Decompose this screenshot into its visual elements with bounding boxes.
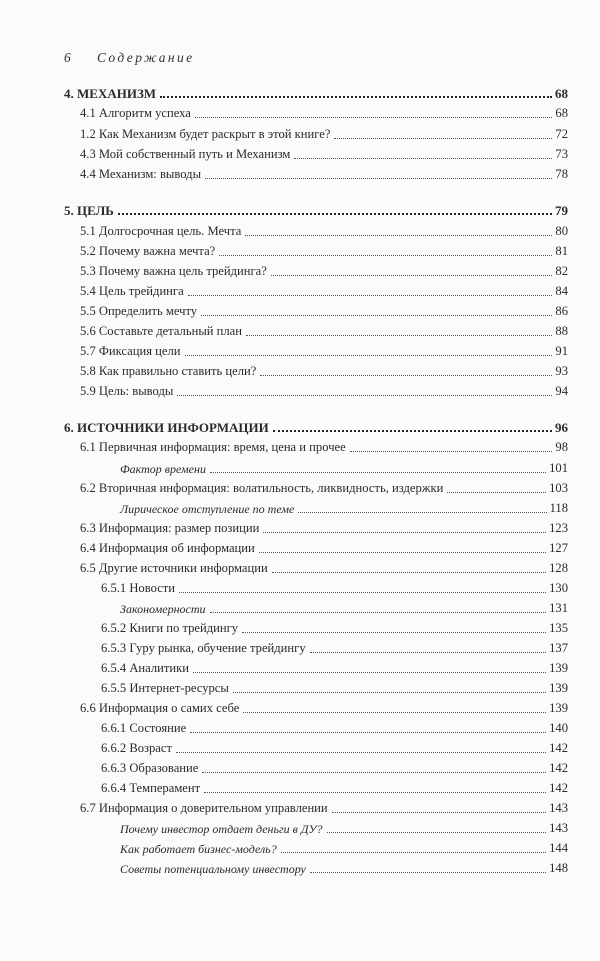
dot-leader xyxy=(210,472,546,473)
toc-entry-page: 144 xyxy=(549,841,568,856)
dot-leader xyxy=(205,178,552,179)
toc-entry-page: 103 xyxy=(549,481,568,496)
toc-chapter-entry[interactable] xyxy=(0,415,568,435)
toc-entry-label: Как работает бизнес-модель? xyxy=(120,841,277,856)
toc-entry-page: 86 xyxy=(555,304,568,319)
toc-entry[interactable] xyxy=(0,259,568,279)
toc-entry-label: 4. МЕХАНИЗМ xyxy=(64,85,157,101)
toc-entry-page: 73 xyxy=(555,147,568,162)
dot-leader xyxy=(201,315,552,316)
toc-entry-page: 79 xyxy=(555,202,568,218)
toc-entry[interactable] xyxy=(0,379,568,399)
toc-entry[interactable] xyxy=(0,339,568,359)
toc-entry-page: 81 xyxy=(555,244,568,259)
dot-leader xyxy=(242,632,546,633)
toc-entry-page: 131 xyxy=(549,601,568,616)
toc-entry-page: 88 xyxy=(555,324,568,339)
toc-entry-page: 148 xyxy=(549,861,568,876)
dot-leader xyxy=(327,832,547,833)
dot-leader xyxy=(260,375,552,376)
toc-entry-page: 135 xyxy=(549,621,568,636)
toc-entry-label: 6.4 Информация об информации xyxy=(80,541,255,556)
toc-entry[interactable] xyxy=(0,299,568,319)
toc-entry[interactable] xyxy=(0,162,568,182)
toc-entry-page: 93 xyxy=(555,364,568,379)
toc-entry-label: 6.5 Другие источники информации xyxy=(80,561,268,576)
toc-entry-page: 94 xyxy=(555,384,568,399)
toc-entry[interactable] xyxy=(0,556,568,576)
dot-leader xyxy=(219,255,552,256)
dot-leader xyxy=(185,355,553,356)
toc-entry[interactable] xyxy=(0,101,568,121)
dot-leader xyxy=(204,792,546,793)
toc-entry-page: 142 xyxy=(549,761,568,776)
toc-entry[interactable] xyxy=(0,536,568,556)
toc-entry[interactable] xyxy=(0,696,568,716)
dot-leader xyxy=(233,692,546,693)
toc-entry-page: 139 xyxy=(549,701,568,716)
toc-entry-label: 6.6 Информация о самих себе xyxy=(80,701,240,716)
toc-entry-page: 137 xyxy=(549,641,568,656)
toc-entry-label: 6.7 Информация о доверительном управлении xyxy=(80,801,328,816)
toc-entry-page: 139 xyxy=(549,661,568,676)
toc-entry-page: 84 xyxy=(555,284,568,299)
toc-entry[interactable] xyxy=(0,142,568,162)
toc-entry[interactable] xyxy=(0,319,568,339)
toc-entry-label: Лирическое отступление по теме xyxy=(120,501,295,516)
page-header xyxy=(64,50,195,66)
toc-entry-label: 1.2 Как Механизм будет раскрыт в этой книге? xyxy=(80,127,331,142)
toc-entry[interactable] xyxy=(0,796,568,816)
toc-entry[interactable] xyxy=(0,676,568,696)
toc-entry-label: 6.5.2 Книги по трейдингу xyxy=(101,621,239,636)
toc-entry-page: 140 xyxy=(549,721,568,736)
toc-entry-label: 5.1 Долгосрочная цель. Мечта xyxy=(80,224,242,239)
toc-entry-label: 6.1 Первичная информация: время, цена и прочее xyxy=(80,440,346,455)
dot-leader xyxy=(118,213,552,215)
dot-leader xyxy=(259,552,546,553)
toc-entry[interactable] xyxy=(0,456,568,476)
toc-entry-label: 5.4 Цель трейдинга xyxy=(80,284,184,299)
toc-entry-label: 6.6.2 Возраст xyxy=(101,741,172,756)
toc-entry[interactable] xyxy=(0,435,568,455)
toc-entry-label: 4.1 Алгоритм успеха xyxy=(80,106,191,121)
dot-leader xyxy=(334,138,552,139)
toc-entry-label: 6.5.3 Гуру рынка, обучение трейдингу xyxy=(101,641,306,656)
toc-entry-label: 6.2 Вторичная информация: волатильность, ликвидность, издержки xyxy=(80,481,444,496)
toc-entry-page: 68 xyxy=(555,106,568,121)
dot-leader xyxy=(263,532,546,533)
dot-leader xyxy=(179,592,546,593)
toc-entry[interactable] xyxy=(0,856,568,876)
toc-entry[interactable] xyxy=(0,219,568,239)
toc-entry-page: 142 xyxy=(549,781,568,796)
page-title: Содержание xyxy=(96,50,195,65)
toc-entry[interactable] xyxy=(0,496,568,516)
toc-entry-label: 5.3 Почему важна цель трейдинга? xyxy=(80,264,267,279)
toc-entry-label: 5.5 Определить мечту xyxy=(80,304,198,319)
toc-entry-page: 80 xyxy=(555,224,568,239)
toc-entry-label: 5.2 Почему важна мечта? xyxy=(80,244,216,259)
toc-entry[interactable] xyxy=(0,816,568,836)
toc-entry[interactable] xyxy=(0,636,568,656)
toc-entry[interactable] xyxy=(0,279,568,299)
dot-leader xyxy=(176,752,546,753)
dot-leader xyxy=(273,430,552,432)
toc-entry-page: 143 xyxy=(549,821,568,836)
dot-leader xyxy=(310,652,546,653)
toc-entry-page: 91 xyxy=(555,344,568,359)
dot-leader xyxy=(245,235,552,236)
toc-entry-label: Фактор времени xyxy=(120,461,206,476)
toc-entry-page: 118 xyxy=(549,501,568,516)
toc-entry-label: 5.7 Фиксация цели xyxy=(80,344,181,359)
dot-leader xyxy=(310,872,546,873)
toc-entry-label: 5.6 Составьте детальный план xyxy=(80,324,243,339)
toc-entry-page: 143 xyxy=(549,801,568,816)
dot-leader xyxy=(160,96,552,98)
dot-leader xyxy=(210,612,547,613)
toc-entry-label: 4.4 Механизм: выводы xyxy=(80,167,202,182)
dot-leader xyxy=(298,512,546,513)
toc-entry-page: 98 xyxy=(555,440,568,455)
dot-leader xyxy=(332,812,546,813)
toc-entry-page: 82 xyxy=(555,264,568,279)
dot-leader xyxy=(202,772,546,773)
toc-entry[interactable] xyxy=(0,516,568,536)
toc-entry[interactable] xyxy=(0,656,568,676)
toc-entry-page: 68 xyxy=(555,85,568,101)
toc-entry[interactable] xyxy=(0,756,568,776)
toc-entry-label: 6.6.1 Состояние xyxy=(101,721,187,736)
toc-entry-page: 72 xyxy=(555,127,568,142)
toc-entry-label: 5.8 Как правильно ставить цели? xyxy=(80,364,257,379)
toc-entry-label: Советы потенциальному инвестору xyxy=(120,861,306,876)
toc-entry[interactable] xyxy=(0,716,568,736)
toc-entry-page: 130 xyxy=(549,581,568,596)
toc-entry-label: Закономерности xyxy=(120,601,206,616)
dot-leader xyxy=(447,492,546,493)
toc-entry-label: 5.9 Цель: выводы xyxy=(80,384,174,399)
toc-entry-page: 96 xyxy=(555,419,568,435)
dot-leader xyxy=(350,451,553,452)
toc-entry-label: 5. ЦЕЛЬ xyxy=(64,202,114,218)
toc-entry[interactable] xyxy=(0,596,568,616)
page-number: 6 xyxy=(64,50,74,65)
dot-leader xyxy=(272,572,546,573)
dot-leader xyxy=(190,732,546,733)
dot-leader xyxy=(193,672,546,673)
toc-entry[interactable] xyxy=(0,476,568,496)
toc-entry[interactable] xyxy=(0,122,568,142)
toc-chapter-entry[interactable] xyxy=(0,81,568,101)
toc-entry[interactable] xyxy=(0,359,568,379)
toc-entry-label: 6.6.3 Образование xyxy=(101,761,199,776)
toc-entry-label: 6. ИСТОЧНИКИ ИНФОРМАЦИИ xyxy=(64,419,269,435)
toc-entry-page: 142 xyxy=(549,741,568,756)
dot-leader xyxy=(177,395,552,396)
toc-entry[interactable] xyxy=(0,776,568,796)
toc-entry-label: 4.3 Мой собственный путь и Механизм xyxy=(80,147,291,162)
toc-entry[interactable] xyxy=(0,239,568,259)
dot-leader xyxy=(281,852,546,853)
toc-entry-page: 123 xyxy=(549,521,568,536)
dot-leader xyxy=(195,117,553,118)
toc-entry-label: 6.6.4 Темперамент xyxy=(101,781,201,796)
dot-leader xyxy=(188,295,553,296)
toc-entry[interactable] xyxy=(0,576,568,596)
toc-entry-page: 139 xyxy=(549,681,568,696)
toc-entry-label: 6.5.1 Новости xyxy=(101,581,176,596)
toc-entry[interactable] xyxy=(0,616,568,636)
toc-entry-page: 101 xyxy=(549,461,568,476)
dot-leader xyxy=(294,158,552,159)
toc-entry-label: Почему инвестор отдает деньги в ДУ? xyxy=(120,821,323,836)
dot-leader xyxy=(243,712,546,713)
toc-entry-label: 6.5.5 Интернет-ресурсы xyxy=(101,681,229,696)
toc-chapter-entry[interactable] xyxy=(0,198,568,218)
toc-entry-label: 6.3 Информация: размер позиции xyxy=(80,521,260,536)
toc-entry-label: 6.5.4 Аналитики xyxy=(101,661,189,676)
toc-entry[interactable] xyxy=(0,736,568,756)
toc-entry[interactable] xyxy=(0,836,568,856)
dot-leader xyxy=(271,275,553,276)
toc-entry-page: 127 xyxy=(549,541,568,556)
dot-leader xyxy=(246,335,552,336)
toc-entry-page: 128 xyxy=(549,561,568,576)
toc-entry-page: 78 xyxy=(555,167,568,182)
